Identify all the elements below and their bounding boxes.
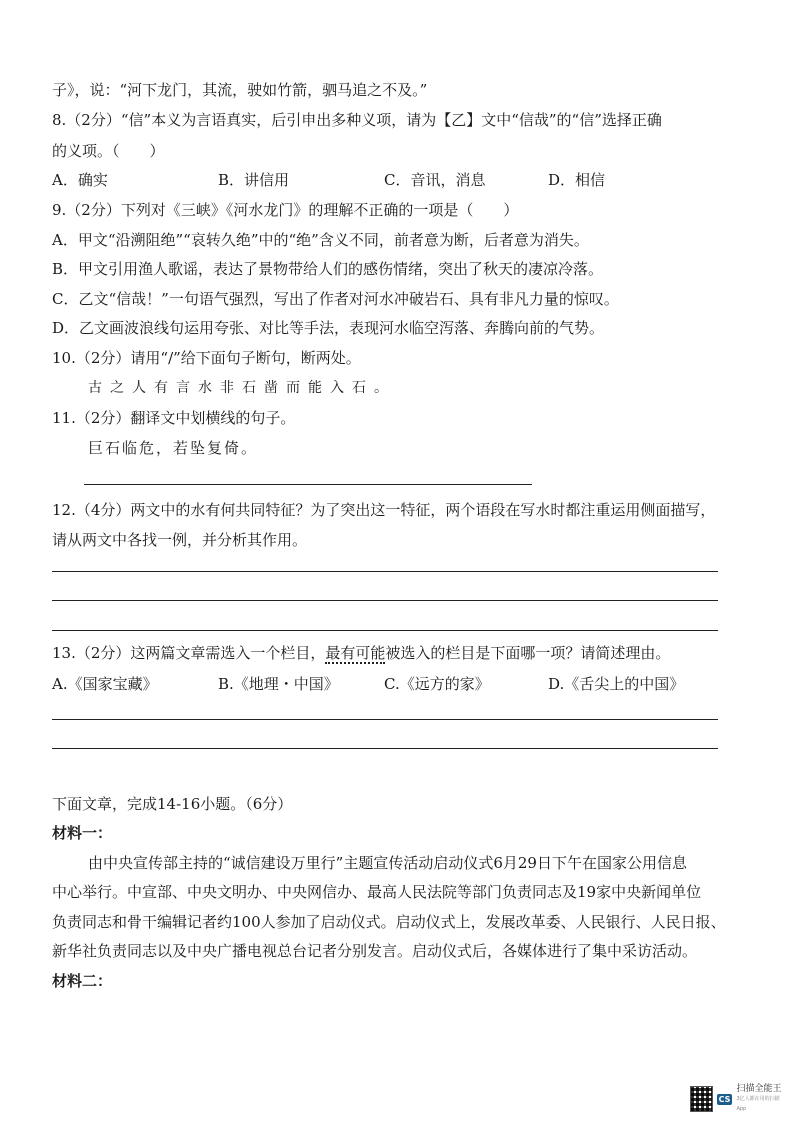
camscanner-logo: CS [718,1094,731,1104]
q11-answer-line [84,484,532,485]
section-intro: 下面文章，完成14-16小题。（6分） [52,795,293,813]
q8-option-d: D．相信 [548,171,606,189]
material-2-title: 材料二： [52,972,113,990]
material-1-para: 中心举行。中宣部、中央文明办、中央网信办、最高人民法院等部门负责同志及19家中央新闻单位 [52,883,702,901]
q8-option-b: B．讲信用 [218,171,290,189]
q13-emphasis: 最有可能 [325,644,386,662]
material-1-para: 由中央宣传部主持的“诚信建设万里行”主题宣传活动启动仪式6月29日下午在国家公用信息 [88,854,687,872]
q12-answer-line [52,630,718,631]
q9-option-a: A．甲文“沿溯阻绝”“哀转久绝”中的“绝”含义不同，前者意为断，后者意为消失。 [52,231,589,249]
watermark-sub: 3亿人都在用的扫描App [736,1096,780,1112]
question-13 [52,643,670,663]
q13-text-pre: 13.（2分）这两篇文章需选入一个栏目， [52,644,326,662]
q8-option-c: C．音讯，消息 [384,171,486,189]
watermark-text [736,1084,782,1114]
material-1-title: 材料一： [52,824,113,842]
q13-option-a: A.《国家宝藏》 [52,675,158,693]
question-12: 12.（4分）两文中的水有何共同特征？为了突出这一特征，两个语段在写水时都注重运用侧面描写， [52,501,716,519]
q11-sentence: 巨石临危，若坠复倚。 [88,439,259,457]
text-line: 子》，说：“河下龙门，其流，驶如竹箭，驷马追之不及。” [52,81,428,99]
q13-option-d: D.《舌尖上的中国》 [548,675,685,693]
question-8-cont: 的义项。（ ） [52,142,165,160]
q13-text-post: 被选入的栏目是下面哪一项？请简述理由。 [385,644,671,662]
scanner-watermark [690,1086,782,1112]
material-1-para: 负责同志和骨干编辑记者约100人参加了启动仪式。启动仪式上，发展改革委、人民银行、人民日报、 [52,913,726,931]
question-12-cont: 请从两文中各找一例，并分析其作用。 [52,531,308,549]
question-10: 10.（2分）请用“/”给下面句子断句，断两处。 [52,349,361,367]
q12-answer-line [52,600,718,601]
q13-answer-line [52,748,718,749]
q10-sentence: 古之人有言水非石凿而能入石。 [88,380,396,396]
question-8: 8.（2分）“信”本义为言语真实，后引申出多种义项，请为【乙】文中“信哉”的“信”选择正确 [52,111,662,129]
q13-option-c: C.《远方的家》 [384,675,490,693]
qr-code-icon [690,1086,713,1112]
q13-answer-line [52,719,718,720]
q12-answer-line [52,571,718,572]
q9-option-d: D．乙文画波浪线句运用夸张、对比等手法，表现河水临空泻落、奔腾向前的气势。 [52,319,605,337]
q13-option-b: B.《地理・中国》 [218,675,339,693]
q9-option-c: C．乙文“信哉！”一句语气强烈，写出了作者对河水冲破岩石、具有非凡力量的惊叹。 [52,290,619,308]
question-11: 11.（2分）翻译文中划横线的句子。 [52,409,296,427]
q9-option-b: B．甲文引用渔人歌谣，表达了景物带给人们的感伤情绪，突出了秋天的凄凉冷落。 [52,260,604,278]
question-9: 9.（2分）下列对《三峡》《河水龙门》的理解不正确的一项是（ ） [52,201,519,219]
q8-option-a: A．确实 [52,171,108,189]
material-1-para: 新华社负责同志以及中央广播电视总台记者分别发言。启动仪式后，各媒体进行了集中采访活动。 [52,942,698,960]
watermark-name: 扫描全能王 [736,1084,782,1094]
